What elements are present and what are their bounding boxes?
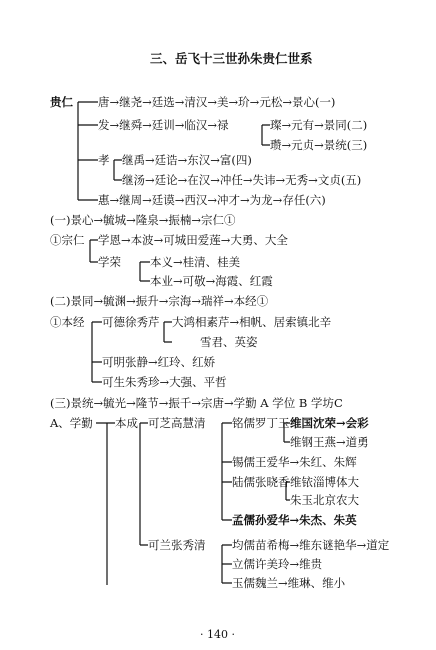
tree1-line2b: 瓒→元贞→景统(三) bbox=[270, 138, 368, 152]
tree4-p1c1: 维铱淄博体大 bbox=[290, 475, 359, 489]
tree4-p2a: 均儒苗希梅→维东谜艳华→道定 bbox=[232, 538, 390, 552]
tree1-line3: 孝 bbox=[98, 153, 110, 167]
tree4-p1a2: 维钢王燕→道勇 bbox=[290, 435, 369, 449]
lineage-two: (二)景同→毓渊→振升→宗海→瑞祥→本经① bbox=[50, 294, 269, 308]
tree4-p1c2: 朱玉北京农大 bbox=[290, 493, 359, 507]
tree2-branch-a: 学恩→本波→可城田爱莲→大勇、大全 bbox=[98, 233, 288, 247]
tree4-p1a: 铭儒罗丁玉 bbox=[232, 416, 290, 430]
page-number: · 140 · bbox=[200, 628, 235, 641]
tree4-p2c: 玉儒魏兰→维琳、维小 bbox=[232, 576, 346, 590]
tree2-branch-b1: 本义→桂清、桂美 bbox=[150, 255, 241, 269]
tree1-line2: 发→继舜→廷训→临汉→禄 bbox=[98, 118, 229, 132]
tree1-line2a: 璨→元有→景同(二) bbox=[270, 118, 368, 132]
tree3-branch-c: 可生朱秀珍→大强、平哲 bbox=[102, 375, 227, 389]
tree1-line3a: 继禹→廷诰→东汉→富(四) bbox=[122, 153, 252, 167]
tree1-line1: 唐→继尧→廷选→清汉→美→玠→元松→景心(一) bbox=[98, 95, 336, 109]
tree2-root: ①宗仁 bbox=[50, 233, 85, 247]
tree4-p2b: 立儒许美玲→维贵 bbox=[232, 557, 323, 571]
tree4-mid: 本成 bbox=[115, 416, 138, 430]
tree1-root: 贵仁 bbox=[50, 95, 73, 109]
tree1-line3b: 继汤→廷论→在汉→冲任→失讳→无秀→文贞(五) bbox=[122, 173, 362, 187]
tree4-root: A、学勤 bbox=[50, 416, 93, 430]
lineage-three: (三)景统→毓光→隆节→振千→宗唐→学勤 A 学位 B 学坊C bbox=[50, 396, 343, 410]
tree4-p2: 可兰张秀清 bbox=[148, 538, 206, 552]
tree3-branch-a: 可德徐秀芹 bbox=[102, 315, 160, 329]
page-title: 三、岳飞十三世孙朱贵仁世系 bbox=[150, 51, 313, 66]
tree3-branch-b: 可明张静→红玲、红娇 bbox=[102, 355, 216, 369]
tree4-p1d: 孟儒孙爱华→朱杰、朱英 bbox=[232, 513, 357, 527]
tree1-line4: 惠→继周→廷谟→西汉→冲才→为龙→存任(六) bbox=[98, 193, 326, 207]
tree3-root: ①本经 bbox=[50, 315, 85, 329]
tree2-branch-b2: 本业→可敬→海霞、红霞 bbox=[150, 274, 273, 288]
tree4-p1: 可芝高慧清 bbox=[148, 416, 206, 430]
tree4-p1a1: 维国沈荣→会彩 bbox=[290, 416, 369, 430]
tree4-p1b: 锡儒王爱华→朱红、朱辉 bbox=[232, 455, 357, 469]
lineage-one: (一)景心→毓城→隆泉→振楠→宗仁① bbox=[50, 213, 236, 227]
tree3-branch-a2: 雪君、英姿 bbox=[200, 335, 258, 349]
tree4-p1c: 陆儒张晓香 bbox=[232, 475, 290, 489]
tree2-branch-b: 学荣 bbox=[98, 255, 121, 269]
tree3-branch-a1: 大鸿相素芹→相帆、居索镇北辛 bbox=[172, 315, 332, 329]
